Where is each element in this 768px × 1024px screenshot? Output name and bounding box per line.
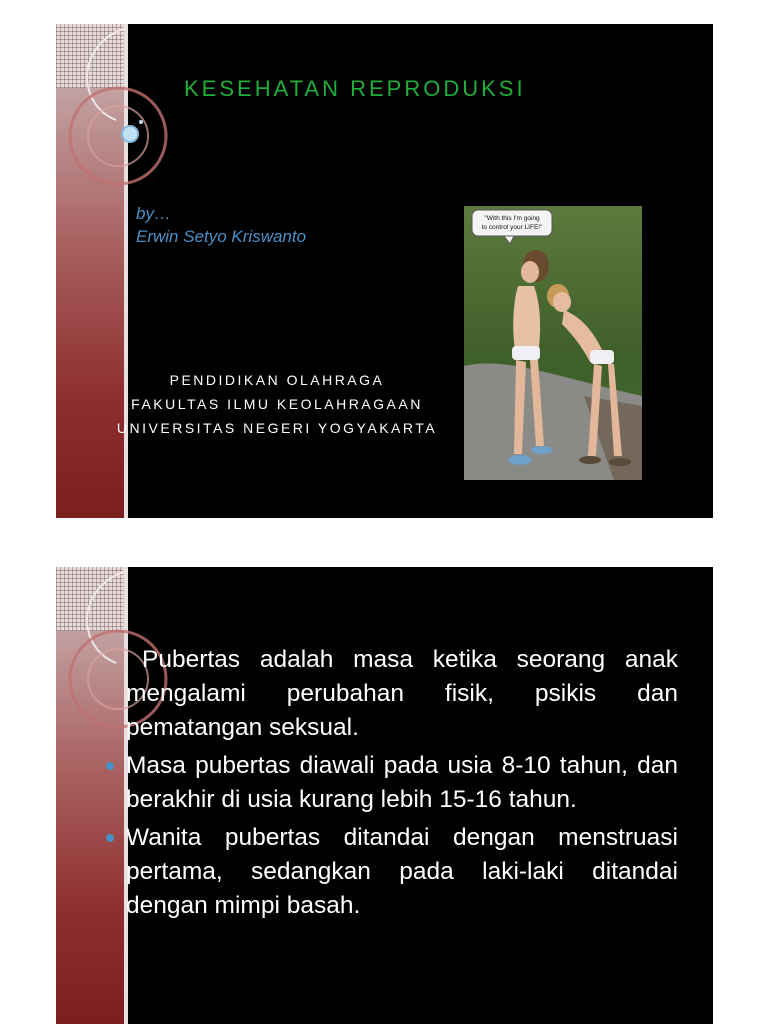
org-line-1: PENDIDIKAN OLAHRAGA xyxy=(169,372,385,388)
slide-decoration xyxy=(56,24,128,518)
content-slide xyxy=(56,567,713,1024)
slide-decoration xyxy=(56,567,128,1024)
organization-block xyxy=(112,368,442,440)
bullet-text: Wanita pubertas ditandai dengan menstruasi pertama, sedangkan pada laki-laki ditandai dengan mimpi basah. xyxy=(126,824,678,919)
by-label: by… xyxy=(136,204,171,223)
slide-title: KESEHATAN REPRODUKSI xyxy=(184,76,526,101)
children-photo xyxy=(464,206,642,480)
intro-paragraph: Pubertas adalah masa ketika seorang anak mengalami perubahan fisik, psikis dan pematangan seksual. xyxy=(126,646,678,741)
author-name: Erwin Setyo Kriswanto xyxy=(136,227,307,246)
org-line-3: UNIVERSITAS NEGERI YOGYAKARTA xyxy=(116,420,438,436)
slide-body xyxy=(126,643,678,927)
bullet-item xyxy=(126,821,678,923)
bullet-item xyxy=(126,749,678,817)
org-line-2: FAKULTAS ILMU KEOLAHRAGAAN xyxy=(131,396,423,412)
svg-text:"With this I'm going: "With this I'm going xyxy=(484,215,540,222)
bullet-icon xyxy=(106,834,114,842)
byline xyxy=(136,202,306,248)
bullet-icon xyxy=(106,762,114,770)
decoration-swirl xyxy=(56,24,186,224)
title-slide xyxy=(56,24,713,518)
bullet-text: Masa pubertas diawali pada usia 8-10 tahun, dan berakhir di usia kurang lebih 15-16 tahun. xyxy=(126,752,678,813)
svg-text:to control your LIFE!": to control your LIFE!" xyxy=(481,224,543,231)
